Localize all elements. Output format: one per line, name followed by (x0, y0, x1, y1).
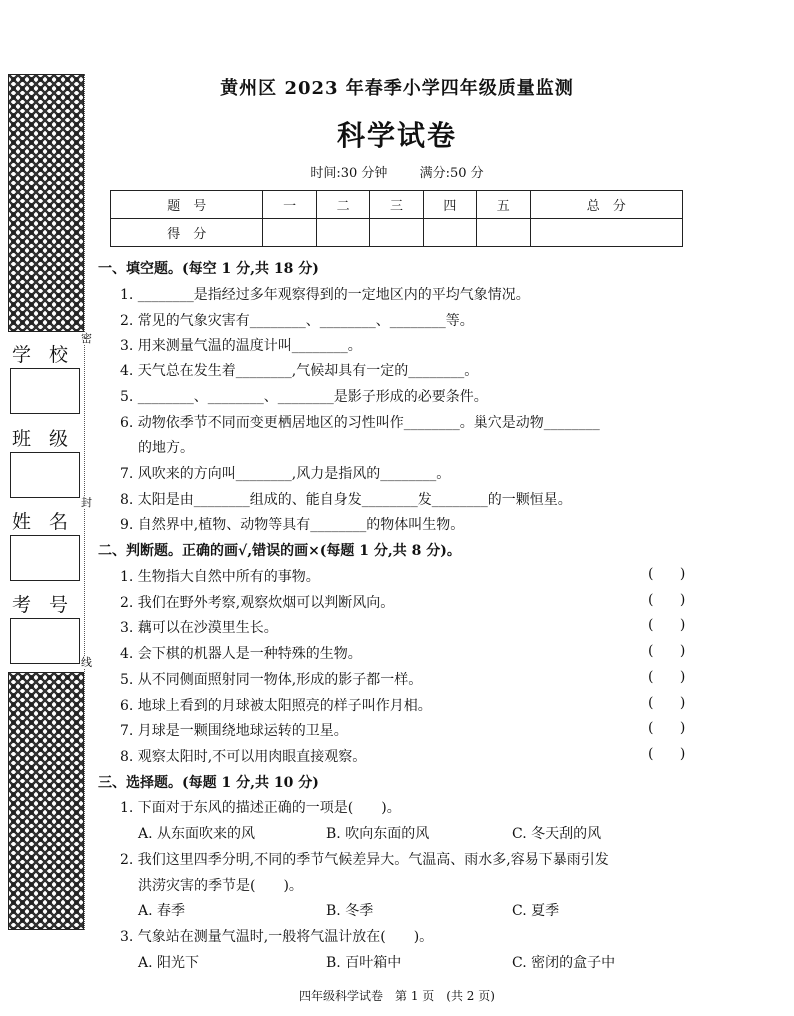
section3-heading: 三、选择题。(每题 1 分,共 10 分) (98, 775, 319, 791)
fill-question: 3. 用来测量气温的温度计叫________。 (120, 338, 362, 354)
score-table-cell: 五 (477, 191, 530, 219)
answer-parentheses[interactable]: ( ) (648, 617, 686, 633)
answer-parentheses[interactable]: ( ) (648, 720, 686, 736)
full-score: 满分:50 分 (419, 166, 484, 181)
time-limit: 时间:30 分钟 (310, 166, 388, 181)
answer-parentheses[interactable]: ( ) (648, 592, 686, 608)
fill-question: 6. 动物依季节不同而变更栖居地区的习性叫作________。巢穴是动物________ (120, 415, 600, 431)
score-input-cell[interactable] (477, 219, 530, 247)
choice-question-continued: 洪涝灾害的季节是( )。 (138, 878, 303, 894)
choice-question: 2. 我们这里四季分明,不同的季节气候差异大。气温高、雨水多,容易下暴雨引发 (120, 852, 609, 868)
choice-option[interactable]: C. 密闭的盒子中 (512, 955, 616, 971)
judge-question: 6. 地球上看到的月球被太阳照亮的样子叫作月相。 (120, 698, 432, 714)
answer-parentheses[interactable]: ( ) (648, 746, 686, 762)
score-table-score-row (111, 219, 683, 247)
fill-question: 9. 自然界中,植物、动物等具有________的物体叫生物。 (120, 517, 465, 533)
judge-question: 2. 我们在野外考察,观察炊烟可以判断风向。 (120, 595, 395, 611)
answer-parentheses[interactable]: ( ) (648, 669, 686, 685)
exam-number-label: 考号 (12, 594, 87, 616)
judge-question: 5. 从不同侧面照射同一物体,形成的影子都一样。 (120, 672, 423, 688)
answer-parentheses[interactable]: ( ) (648, 695, 686, 711)
fill-question: 8. 太阳是由________组成的、能自身发________发________的一颗恒星。 (120, 492, 572, 508)
judge-question: 4. 会下棋的机器人是一种特殊的生物。 (120, 646, 362, 662)
score-table-cell: 题 号 (111, 191, 263, 219)
score-table-cell: 一 (263, 191, 316, 219)
seal-char-feng: 封 (81, 496, 92, 509)
fill-question: 5. ________、________、________是影子形成的必要条件。 (120, 389, 488, 405)
score-input-cell[interactable] (316, 219, 369, 247)
choice-option[interactable]: B. 吹向东面的风 (326, 826, 430, 842)
choice-option[interactable]: B. 百叶箱中 (326, 955, 402, 971)
fill-question: 2. 常见的气象灾害有________、________、________等。 (120, 313, 474, 329)
name-label: 姓名 (12, 511, 87, 533)
exam-info (0, 162, 794, 181)
score-table-cell: 总 分 (530, 191, 683, 219)
score-table-cell: 三 (370, 191, 423, 219)
decorative-pattern-top (8, 74, 84, 332)
score-table (110, 190, 683, 247)
choice-question: 3. 气象站在测量气温时,一般将气温计放在( )。 (120, 929, 434, 945)
section2-heading: 二、判断题。正确的画√,错误的画×(每题 1 分,共 8 分)。 (98, 543, 461, 559)
choice-question: 1. 下面对于东风的描述正确的一项是( )。 (120, 800, 401, 816)
score-table-header-row (111, 191, 683, 219)
decorative-pattern-bottom (8, 672, 84, 930)
choice-option[interactable]: A. 阳光下 (138, 955, 200, 971)
exam-number-field[interactable] (10, 618, 80, 664)
fill-question-continued: 的地方。 (138, 440, 194, 456)
score-input-cell[interactable] (263, 219, 316, 247)
score-input-cell[interactable] (370, 219, 423, 247)
judge-question: 8. 观察太阳时,不可以用肉眼直接观察。 (120, 749, 367, 765)
choice-option[interactable]: A. 春季 (138, 903, 186, 919)
name-field[interactable] (10, 535, 80, 581)
choice-option[interactable]: B. 冬季 (326, 903, 374, 919)
page-footer: 四年级科学试卷 第 1 页 (共 2 页) (299, 989, 495, 1003)
exam-title: 黄州区 2023 年春季小学四年级质量监测 (220, 78, 574, 99)
school-label: 学校 (12, 344, 87, 366)
score-table-cell: 得 分 (111, 219, 263, 247)
score-input-cell[interactable] (530, 219, 683, 247)
choice-option[interactable]: A. 从东面吹来的风 (138, 826, 256, 842)
score-table-cell: 二 (316, 191, 369, 219)
choice-option[interactable]: C. 冬天刮的风 (512, 826, 602, 842)
answer-parentheses[interactable]: ( ) (648, 643, 686, 659)
subject-title: 科学试卷 (336, 119, 457, 152)
score-input-cell[interactable] (423, 219, 476, 247)
judge-question: 3. 藕可以在沙漠里生长。 (120, 620, 278, 636)
score-table-cell: 四 (423, 191, 476, 219)
fill-question: 1. ________是指经过多年观察得到的一定地区内的平均气象情况。 (120, 287, 530, 303)
fill-question: 4. 天气总在发生着________,气候却具有一定的________。 (120, 363, 479, 379)
section1-heading: 一、填空题。(每空 1 分,共 18 分) (98, 261, 319, 277)
seal-char-mi: 密 (81, 332, 92, 345)
judge-question: 1. 生物指大自然中所有的事物。 (120, 569, 320, 585)
class-label: 班级 (12, 428, 87, 450)
school-field[interactable] (10, 368, 80, 414)
answer-parentheses[interactable]: ( ) (648, 566, 686, 582)
fill-question: 7. 风吹来的方向叫________,风力是指风的________。 (120, 466, 451, 482)
judge-question: 7. 月球是一颗围绕地球运转的卫星。 (120, 723, 348, 739)
class-field[interactable] (10, 452, 80, 498)
choice-option[interactable]: C. 夏季 (512, 903, 560, 919)
seal-char-xian: 线 (81, 656, 92, 669)
